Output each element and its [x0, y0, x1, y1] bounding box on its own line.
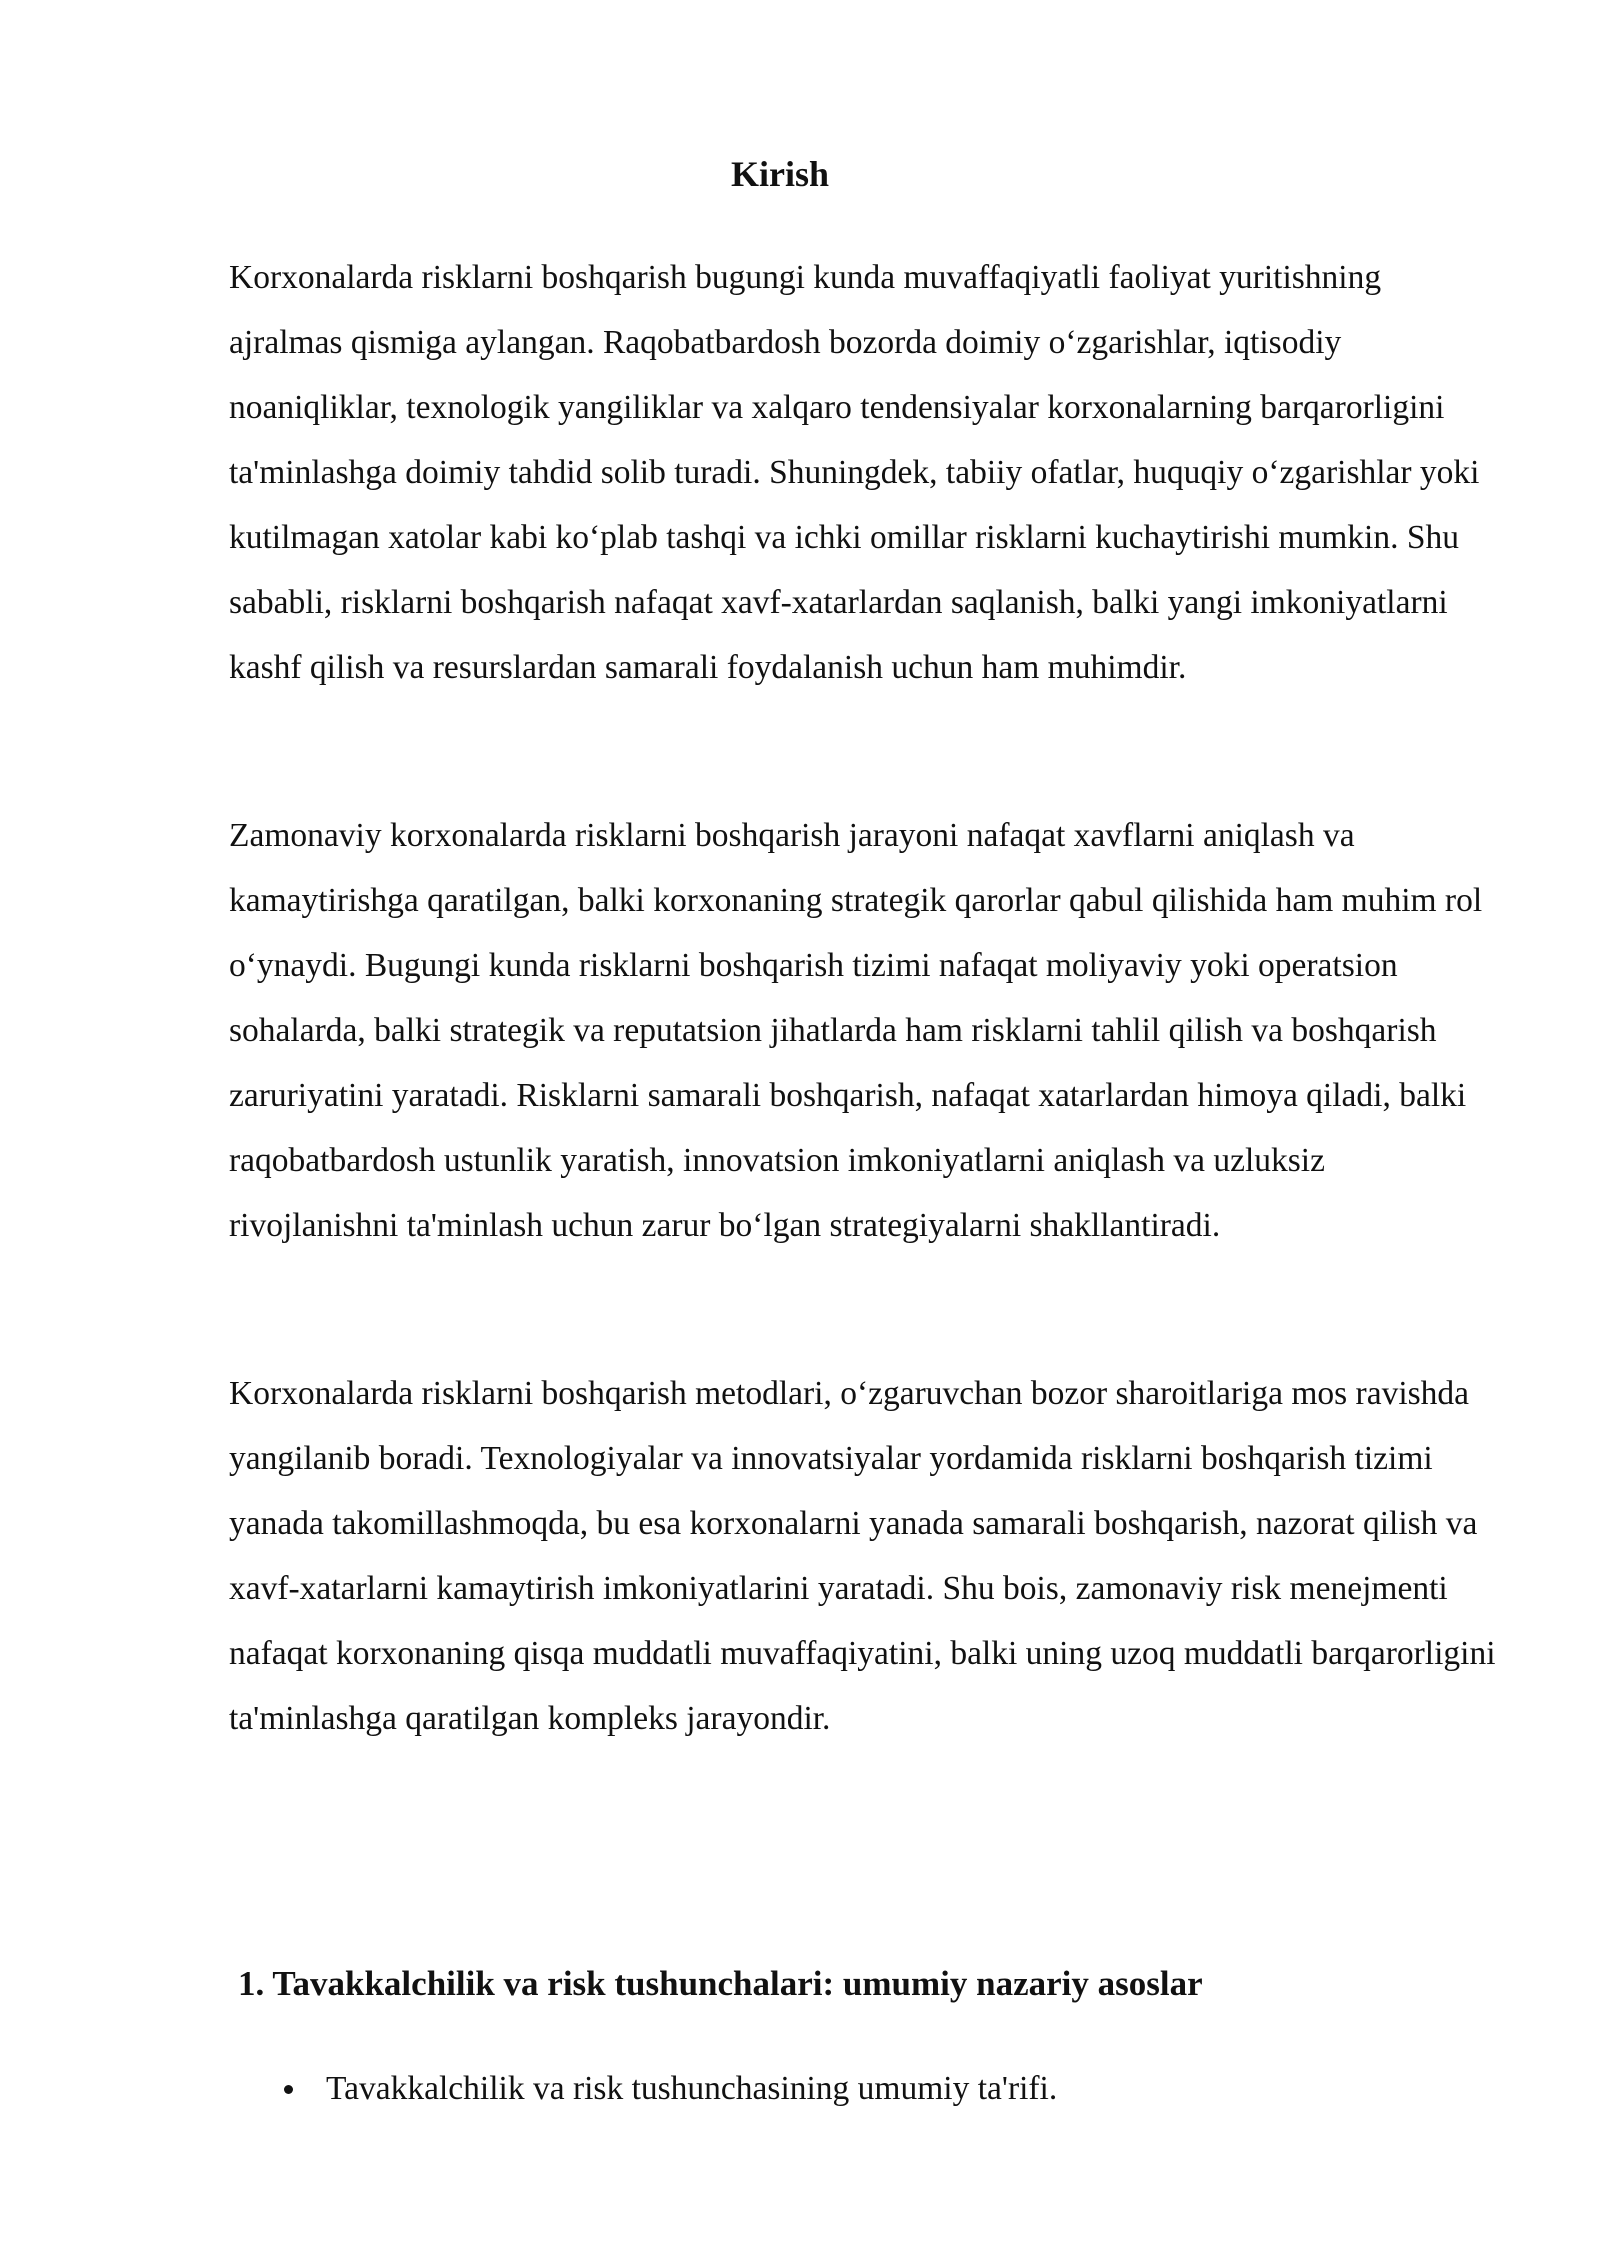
- section-heading: 1. Tavakkalchilik va risk tushunchalari: umumiy nazariy asoslar: [238, 1964, 1203, 2003]
- paragraph-1: Korxonalarda risklarni boshqarish bugungi kunda muvaffaqiyatli faoliyat yuritishning ajralmas qismiga aylangan. Raqobatbardosh bozorda doimiy o‘zgarishlar, iqtisodiy noaniqliklar, texnologik yangiliklar va xalqaro tendensiyalar korxonalarning barqarorligini ta'minlashga doimiy tahdid solib turadi. Shuningdek, tabiiy ofatlar, huquqiy o‘zgarishlar yoki kutilmagan xatolar kabi ko‘plab tashqi va ichki omillar risklarni kuchaytirishi mumkin. Shu sababli, risklarni boshqarish nafaqat xavf-xatarlardan saqlanish, balki yangi imkoniyatlarni kashf qilish va resurslardan samarali foydalanish uchun ham muhimdir.: [229, 259, 1480, 686]
- page-title: Kirish: [730, 154, 829, 194]
- paragraph-2: Zamonaviy korxonalarda risklarni boshqarish jarayoni nafaqat xavflarni aniqlash va kamaytirishga qaratilgan, balki korxonaning strategik qarorlar qabul qilishida ham muhim rol o‘ynaydi. Bugungi kunda risklarni boshqarish tizimi nafaqat moliyaviy yoki operatsion sohalarda, balki strategik va reputatsion jihatlarda ham risklarni tahlil qilish va boshqarish zaruriyatini yaratadi. Risklarni samarali boshqarish, nafaqat xatarlardan himoya qiladi, balki raqobatbardosh ustunlik yaratish, innovatsion imkoniyatlarni aniqlash va uzluksiz rivojlanishni ta'minlash uchun zarur bo‘lgan strategiyalarni shakllantiradi.: [229, 817, 1483, 1244]
- list-item-text: Tavakkalchilik va risk tushunchasining umumiy ta'rifi.: [326, 2070, 1058, 2107]
- bullet-list: [274, 2063, 1494, 2115]
- bullet-icon: [284, 2085, 293, 2094]
- paragraph-3: Korxonalarda risklarni boshqarish metodlari, o‘zgaruvchan bozor sharoitlariga mos ravishda yangilanib boradi. Texnologiyalar va innovatsiyalar yordamida risklarni boshqarish tizimi yanada takomillashmoqda, bu esa korxonalarni yanada samarali boshqarish, nazorat qilish va xavf-xatarlarni kamaytirish imkoniyatlarini yaratadi. Shu bois, zamonaviy risk menejmenti nafaqat korxonaning qisqa muddatli muvaffaqiyatini, balki uning uzoq muddatli barqarorligini ta'minlashga qaratilgan kompleks jarayondir.: [229, 1375, 1496, 1737]
- list-item: [274, 2063, 1494, 2115]
